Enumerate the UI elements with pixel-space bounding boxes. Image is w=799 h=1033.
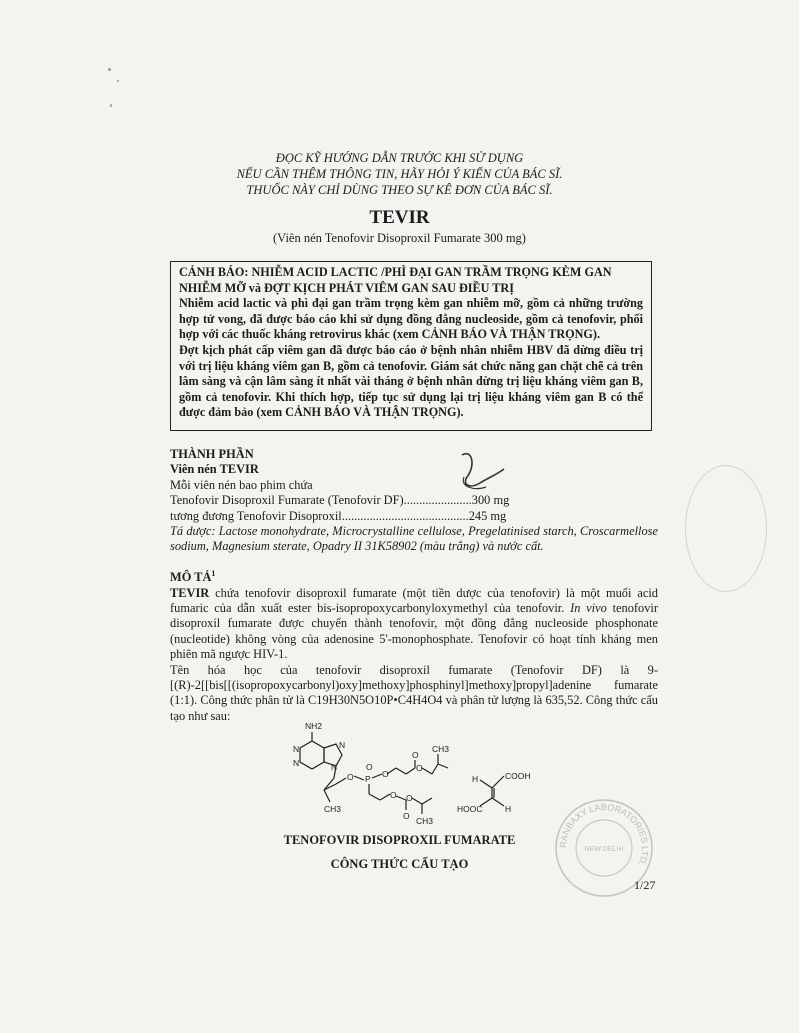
header-notice <box>0 150 799 198</box>
description-paragraph <box>170 586 658 663</box>
description-heading: MÔ TẢ <box>170 570 212 585</box>
description-text: tenofovir disoproxil fumarate được chuyển thành tenofovir, một đồng đẳng nucleoside phosphonate (nucleotide) không vòng của adenosine 5'-monophosphate. Tenofovir có hoạt tính kháng men phiên mã ngược HIV-1. <box>170 600 658 662</box>
structure-caption: CÔNG THỨC CẤU TẠO <box>330 857 469 871</box>
header-line: THUỐC NÀY CHỈ DÙNG THEO SỰ KÊ ĐƠN CỦA BÁC SĨ. <box>246 183 553 197</box>
atom-h: H <box>505 804 512 814</box>
page-number: 1/27 <box>634 878 656 892</box>
structure-caption: TENOFOVIR DISOPROXIL FUMARATE <box>283 833 516 847</box>
composition-section <box>170 447 658 555</box>
ch3-label: CH3 <box>432 744 450 754</box>
atom-o: O <box>416 763 423 773</box>
description-section <box>170 566 658 724</box>
scan-speck <box>108 68 111 71</box>
nh2-label: NH2 <box>305 721 323 731</box>
warning-paragraph: Nhiễm acid lactic và phì đại gan trầm trọng kèm gan nhiễm mỡ, gồm cả những trường hợp tử vong, đã được báo cáo khi sử dụng đồng đẳng nucleoside, gồm cả tenofovir, phối hợp với các thuốc kháng retrovirus khác (xem CẢNH BÁO VÀ THẬN TRỌNG). <box>179 296 643 342</box>
composition-line: Tenofovir Disoproxil Fumarate (Tenofovir DF)......................300 mg <box>170 493 510 508</box>
product-subtitle: (Viên nén Tenofovir Disoproxil Fumarate 300 mg) <box>273 231 526 245</box>
edge-stamp <box>685 465 767 592</box>
stamp-text: RANBAXY LABORATORIES LTD. <box>557 801 651 868</box>
composition-intro: Mỗi viên nén bao phim chứa <box>170 477 313 492</box>
header-line: NẾU CẦN THÊM THÔNG TIN, HÃY HỎI Ý KIẾN CỦA BÁC SĨ. <box>236 167 563 181</box>
ch3-label: CH3 <box>416 816 434 826</box>
atom-o: O <box>382 769 389 779</box>
atom-n: N <box>339 740 346 750</box>
section-heading <box>170 566 658 586</box>
chemical-structure <box>272 718 542 830</box>
in-vivo-text: In vivo <box>570 600 607 615</box>
warning-paragraph: Đợt kịch phát cấp viêm gan đã được báo cáo ở bệnh nhân nhiễm HBV đã dừng điều trị với trị liệu kháng viêm gan B, gồm cả tenofovir. Giám sát chức năng gan chặt chẽ cả trên lâm sàng và cận lâm sàng ít nhất vài tháng ở bệnh nhân dừng trị liệu kháng viêm gan B, gồm cả tenofovir. Khi thích hợp, tiếp tục sử dụng lại trị liệu kháng viêm gan B có thể được đảm bảo (xem CẢNH BÁO VÀ THẬN TRỌNG). <box>179 342 643 420</box>
product-name-inline: TEVIR <box>170 585 210 600</box>
atom-p: P <box>365 774 371 784</box>
scan-speck <box>110 104 112 107</box>
signature-mark <box>450 447 510 499</box>
scan-speck <box>117 80 119 82</box>
cooh-label: COOH <box>505 771 531 781</box>
atom-o: O <box>412 750 419 760</box>
atom-o: O <box>406 793 413 803</box>
atom-n: N <box>293 744 300 754</box>
atom-n: N <box>331 762 338 772</box>
header-line: ĐỌC KỸ HƯỚNG DẪN TRƯỚC KHI SỬ DỤNG <box>275 151 524 165</box>
atom-n: N <box>293 758 300 768</box>
warning-title: CẢNH BÁO: NHIỄM ACID LACTIC /PHÌ ĐẠI GAN TRẦM TRỌNG KÈM GAN NHIỄM MỠ và ĐỢT KỊCH PHÁT VIÊM GAN SAU ĐIỀU TRỊ <box>179 265 612 295</box>
atom-h: H <box>472 774 479 784</box>
section-heading: THÀNH PHẦN <box>170 447 254 461</box>
section-subheading: Viên nén TEVIR <box>170 462 259 477</box>
description-text: chứa tenofovir disoproxil fumarate (một tiền dược của tenofovir) là một muối acid fumaric của dẫn xuất ester bis-isopropoxycarbonyloxymethyl của tenofovir. <box>170 585 658 615</box>
hooc-label: HOOC <box>457 804 483 814</box>
composition-line: tương đương Tenofovir Disoproxil.........................................245 mg <box>170 508 507 523</box>
excipients: Tá dược: Lactose monohydrate, Microcrystalline cellulose, Pregelatinised starch, Croscarmellose sodium, Magnesium sterate, Opadry II 31K58902 (màu trắng) và nước cất. <box>170 524 658 554</box>
atom-o: O <box>390 790 397 800</box>
chemical-name-paragraph: Tên hóa học của tenofovir disoproxil fumarate (Tenofovir DF) là 9-[(R)-2[[bis[[(isopropoxycarbonyl)oxy]methoxy]phosphinyl]methoxy]propyl]adenine fumarate (1:1). Công thức phân tử là C19H30N5O10P•C4H4O4 và phân tử lượng là 635,52. Công thức cấu tạo như sau: <box>170 662 658 723</box>
product-title: TEVIR <box>369 207 430 228</box>
boxed-warning <box>170 261 652 431</box>
footnote-mark: 1 <box>211 569 216 578</box>
stamp-center: NEW DELHI <box>584 846 624 853</box>
atom-o: O <box>366 762 373 772</box>
atom-o: O <box>347 772 354 782</box>
atom-o: O <box>403 811 410 821</box>
ch3-label: CH3 <box>324 804 342 814</box>
